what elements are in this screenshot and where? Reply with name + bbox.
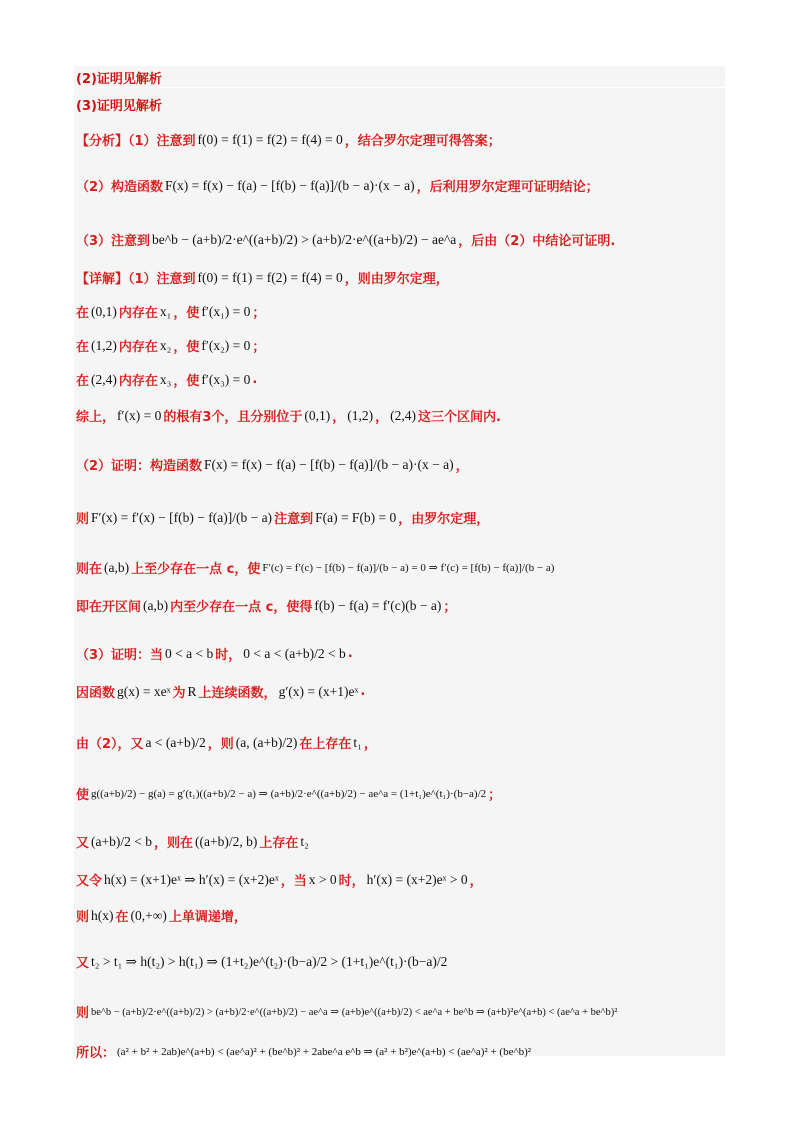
root-line-2: [76, 336, 724, 355]
text: ，由罗尔定理，: [398, 512, 490, 527]
text: ，后由（2）中结论可证明.: [458, 234, 616, 249]
formula: x > 0: [308, 871, 337, 887]
formula: (a² + b² + 2ab)e^(a+b) < (ae^a)² + (be^b)² + 2abe^a e^b ⇒ (a² + b²)e^(a+b) < (ae^a)² + (be^b)²: [117, 1046, 532, 1058]
interval: (1,2): [347, 407, 374, 423]
text: ，结合罗尔定理可得答案；: [344, 134, 501, 149]
interval: (2,4): [91, 371, 117, 387]
formula: g′(x) = (x+1)eˣ: [278, 683, 359, 699]
text: 在: [76, 374, 90, 389]
text: ，则: [207, 737, 234, 752]
text: ，使: [173, 306, 200, 321]
text: ，: [363, 737, 377, 752]
text: ；: [252, 306, 266, 321]
analysis-line-1: [76, 130, 724, 149]
text: 所以：: [76, 1046, 116, 1061]
text: ；: [252, 340, 266, 355]
part2-header: (2)证明见解析: [76, 72, 162, 87]
part3-t1: [76, 733, 724, 752]
summary-line: [76, 406, 724, 425]
formula: f(0) = f(1) = f(2) = f(4) = 0: [197, 131, 343, 147]
detail-label: 【详解】（1）注意到: [76, 272, 196, 287]
text: 又: [76, 836, 90, 851]
text: 这三个区间内.: [418, 410, 501, 425]
analysis-line-2: [76, 176, 724, 195]
formula: f(0) = f(1) = f(2) = f(4) = 0: [197, 269, 343, 285]
interval: (a,b): [143, 597, 169, 613]
part3-function: [76, 682, 724, 701]
formula: F′(c) = f′(c) − [f(b) − f(a)]/(b − a) = 0 ⇒ f′(c) = [f(b) − f(a)]/(b − a): [262, 562, 555, 574]
text: ，: [332, 410, 346, 425]
part3-header: (3)证明见解析: [76, 99, 162, 114]
text: 即在开区间: [76, 600, 142, 615]
variable: x₂: [159, 337, 172, 353]
part2-conclusion: [76, 596, 724, 615]
formula: f(b) − f(a) = f′(c)(b − a): [314, 597, 442, 613]
text: （2）证明：构造函数: [76, 459, 203, 474]
text: 为: [172, 686, 186, 701]
formula: f′(x) = 0: [117, 407, 162, 423]
root-line-3: [76, 370, 724, 389]
formula: F′(x) = f′(x) − [f(b) − f(a)]/(b − a): [91, 509, 273, 525]
text: （3）注意到: [76, 234, 151, 249]
interval: ((a+b)/2, b): [195, 833, 258, 849]
interval: (0,1): [91, 303, 117, 319]
formula: h(x): [91, 907, 114, 923]
text: .: [360, 684, 366, 699]
text: 则: [76, 910, 90, 925]
variable: x₁: [159, 303, 172, 319]
variable: x₃: [159, 371, 172, 387]
part2-rolle: [76, 558, 724, 577]
part3-mvt-1: [76, 784, 724, 803]
text: 又: [76, 956, 90, 971]
interval: (a, (a+b)/2): [235, 734, 298, 750]
text: ，: [375, 410, 389, 425]
interval: (a,b): [104, 559, 130, 575]
text: 则在: [76, 562, 103, 577]
text: 在: [76, 340, 90, 355]
formula: 0 < a < (a+b)/2 < b: [243, 645, 346, 661]
text: ，: [469, 874, 483, 889]
part3-chain: [76, 952, 724, 971]
formula: f′(x₃) = 0: [201, 371, 251, 387]
formula: h(x) = (x+1)eˣ ⇒ h′(x) = (x+2)eˣ: [104, 871, 279, 887]
text: 上存在: [259, 836, 299, 851]
formula: 0 < a < b: [165, 645, 214, 661]
text: 时，: [215, 648, 242, 663]
text: .: [252, 372, 258, 387]
text: 则: [76, 1006, 90, 1021]
part2-derivative: [76, 508, 724, 527]
text: 使: [76, 788, 90, 803]
text: 因函数: [76, 686, 116, 701]
text: 注意到: [274, 512, 314, 527]
text: 时，: [338, 874, 365, 889]
text: ，则由罗尔定理，: [344, 272, 449, 287]
text: （2）构造函数: [76, 180, 164, 195]
divider: [74, 87, 725, 88]
interval: (1,2): [91, 337, 117, 353]
part3-start: [76, 644, 724, 663]
text: ；: [488, 788, 502, 803]
text: ，当: [280, 874, 307, 889]
formula: h′(x) = (x+2)eˣ > 0: [366, 871, 468, 887]
part3-h-def: [76, 870, 724, 889]
text: 综上，: [76, 410, 116, 425]
text: 内存在: [118, 340, 158, 355]
formula: (a+b)/2 < b: [91, 833, 152, 849]
variable: t₁: [353, 734, 362, 750]
text: 内至少存在一点 c，使得: [170, 600, 313, 615]
text: .: [347, 646, 353, 661]
part3-inequality: [76, 1002, 724, 1021]
text: ；: [443, 600, 457, 615]
text: （3）证明：当: [76, 648, 164, 663]
detail-line-1: [76, 268, 724, 287]
formula: f′(x₁) = 0: [201, 303, 251, 319]
variable: t₂: [300, 833, 309, 849]
real-set-symbol: R: [187, 683, 197, 699]
text: 在: [115, 910, 129, 925]
text: 内存在: [118, 306, 158, 321]
formula: F(a) = F(b) = 0: [315, 509, 397, 525]
text: 上单调递增，: [168, 910, 247, 925]
formula: g((a+b)/2) − g(a) = g′(t₁)((a+b)/2 − a) ⇒ (a+b)/2·e^((a+b)/2) − ae^a = (1+t₁)e^(t₁)·(b−a)/2: [91, 788, 487, 800]
text: ，则在: [153, 836, 193, 851]
root-line-1: [76, 302, 724, 321]
text: 由（2），又: [76, 737, 144, 752]
text: 上至少存在一点 c，使: [131, 562, 261, 577]
text: ，: [455, 459, 469, 474]
formula: be^b − (a+b)/2·e^((a+b)/2) > (a+b)/2·e^((a+b)/2) − ae^a: [152, 231, 457, 247]
analysis-line-3: [76, 230, 724, 249]
interval: (0,+∞): [130, 907, 167, 923]
text: ，后利用罗尔定理可证明结论；: [416, 180, 599, 195]
formula: F(x) = f(x) − f(a) − [f(b) − f(a)]/(b − a)·(x − a): [204, 456, 454, 472]
part2-construct: [76, 455, 724, 474]
formula: g(x) = xeˣ: [117, 683, 171, 699]
text: 内存在: [118, 374, 158, 389]
part3-final: [76, 1042, 724, 1061]
interval: (2,4): [390, 407, 417, 423]
formula: t₂ > t₁ ⇒ h(t₂) > h(t₁) ⇒ (1+t₂)e^(t₂)·(b−a)/2 > (1+t₁)e^(t₁)·(b−a)/2: [91, 953, 448, 969]
text: 在上存在: [299, 737, 352, 752]
part3-t2: [76, 832, 724, 851]
text: ，使: [173, 340, 200, 355]
analysis-label: 【分析】（1）注意到: [76, 134, 196, 149]
formula: a < (a+b)/2: [145, 734, 206, 750]
text: 在: [76, 306, 90, 321]
text: 又令: [76, 874, 103, 889]
text: 上连续函数，: [198, 686, 277, 701]
interval: (0,1): [304, 407, 331, 423]
text: 则: [76, 512, 90, 527]
text: ，使: [173, 374, 200, 389]
formula: F(x) = f(x) − f(a) − [f(b) − f(a)]/(b − a)·(x − a): [165, 177, 415, 193]
formula: f′(x₂) = 0: [201, 337, 251, 353]
formula: be^b − (a+b)/2·e^((a+b)/2) > (a+b)/2·e^((a+b)/2) − ae^a ⇒ (a+b)e^((a+b)/2) < ae^a + be^b ⇒ (a+b)²e^(a+b) < (ae^a + be^b)²: [91, 1006, 618, 1018]
text: 的根有3个，且分别位于: [163, 410, 303, 425]
part3-monotone: [76, 906, 724, 925]
